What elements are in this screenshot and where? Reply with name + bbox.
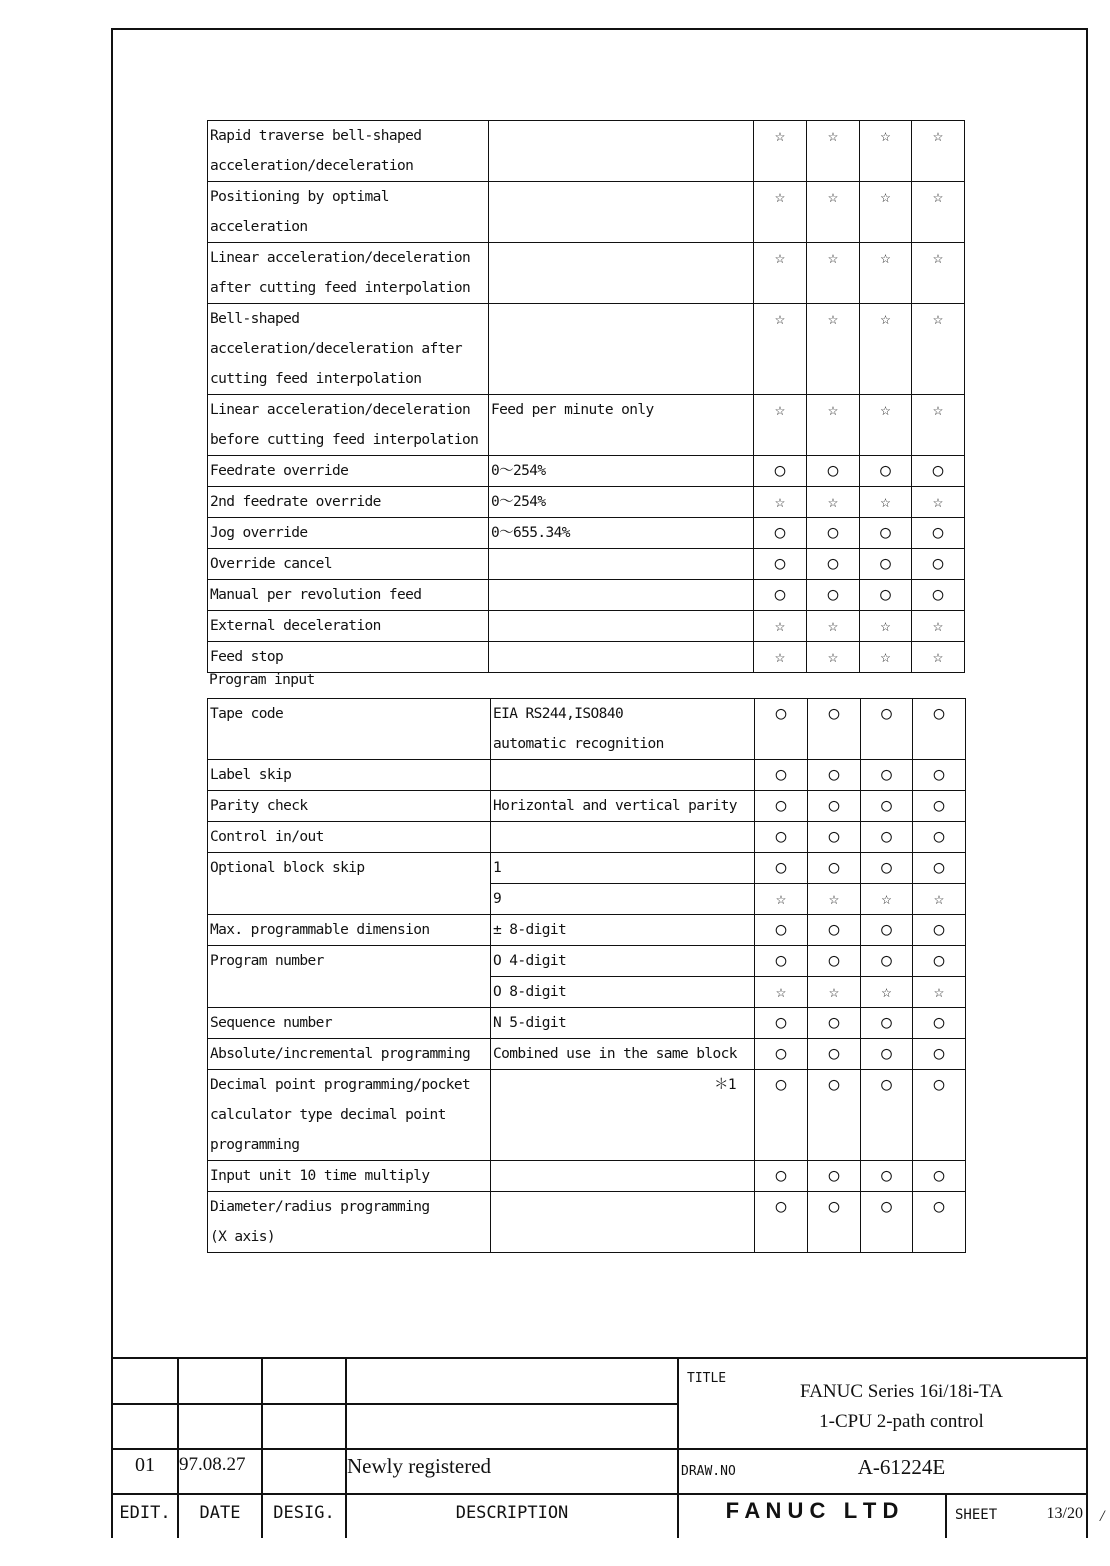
star-icon: ☆ (860, 642, 912, 673)
circle-icon: ○ (912, 518, 965, 549)
circle-icon: ○ (808, 1039, 861, 1070)
table-row (208, 915, 966, 946)
title-block (113, 1357, 1088, 1538)
feature-table-program-input (207, 698, 966, 1253)
circle-icon: ○ (913, 791, 966, 822)
table-row (208, 518, 965, 549)
circle-icon: ○ (808, 1192, 861, 1253)
star-icon: ☆ (807, 611, 860, 642)
star-icon: ☆ (808, 977, 861, 1008)
feature-spec: 1 (491, 853, 755, 884)
star-icon: ☆ (860, 243, 912, 304)
star-icon: ☆ (807, 304, 860, 395)
feature-name: Bell-shaped acceleration/deceleration after cutting feed interpolation (208, 304, 489, 395)
table-row (208, 822, 966, 853)
circle-icon: ○ (913, 1192, 966, 1253)
star-icon: ☆ (860, 611, 912, 642)
circle-icon: ○ (913, 853, 966, 884)
feature-spec (491, 1070, 755, 1161)
feature-spec: 0～254% (489, 456, 754, 487)
feature-spec: 0～655.34% (489, 518, 754, 549)
feature-name: 2nd feedrate override (208, 487, 489, 518)
feature-spec (491, 822, 755, 853)
circle-icon: ○ (913, 699, 966, 760)
circle-icon: ○ (808, 915, 861, 946)
star-icon: ☆ (807, 642, 860, 673)
circle-icon: ○ (754, 456, 807, 487)
circle-icon: ○ (754, 580, 807, 611)
star-icon: ☆ (755, 884, 808, 915)
circle-icon: ○ (754, 549, 807, 580)
star-icon: ☆ (754, 611, 807, 642)
feature-spec: Feed per minute only (489, 395, 754, 456)
star-icon: ☆ (860, 182, 912, 243)
sheet-number: 13/20 (1046, 1505, 1083, 1522)
star-icon: ☆ (807, 395, 860, 456)
table-row (208, 1070, 966, 1161)
feature-spec: 0～254% (489, 487, 754, 518)
feature-spec (491, 1192, 755, 1253)
header-desig: DESIG. (273, 1503, 335, 1523)
circle-icon: ○ (807, 518, 860, 549)
circle-icon: ○ (808, 1008, 861, 1039)
feature-name: Parity check (208, 791, 491, 822)
circle-icon: ○ (861, 760, 913, 791)
star-icon: ☆ (754, 487, 807, 518)
revision-date: 97.08.27 (179, 1454, 246, 1475)
star-icon: ☆ (807, 487, 860, 518)
feature-name: Feedrate override (208, 456, 489, 487)
feature-name: Absolute/incremental programming (208, 1039, 491, 1070)
draw-no: A-61224E (857, 1455, 946, 1479)
circle-icon: ○ (755, 1008, 808, 1039)
circle-icon: ○ (861, 1039, 913, 1070)
table-row (208, 121, 965, 182)
revision-description: Newly registered (347, 1454, 492, 1478)
feature-name: Positioning by optimal acceleration (208, 182, 489, 243)
feature-name: Diameter/radius programming (X axis) (208, 1192, 491, 1253)
circle-icon: ○ (913, 1039, 966, 1070)
margin-mark: / (1100, 1508, 1105, 1525)
title-line-1: FANUC Series 16i/18i-TA (800, 1381, 1003, 1402)
table-row (208, 487, 965, 518)
star-icon: ☆ (913, 884, 966, 915)
star-icon: ☆ (860, 395, 912, 456)
circle-icon: ○ (808, 1070, 861, 1161)
table-row (208, 456, 965, 487)
star-icon: ☆ (913, 977, 966, 1008)
table-row (208, 395, 965, 456)
circle-icon: ○ (861, 946, 913, 977)
star-icon: ☆ (754, 395, 807, 456)
star-icon: ☆ (807, 243, 860, 304)
feature-spec (491, 1161, 755, 1192)
feature-spec (489, 243, 754, 304)
circle-icon: ○ (861, 853, 913, 884)
table-row (208, 1008, 966, 1039)
feature-spec (489, 642, 754, 673)
sheet-label: SHEET (955, 1507, 998, 1523)
circle-icon: ○ (861, 1070, 913, 1161)
star-icon: ☆ (807, 182, 860, 243)
feature-spec (489, 182, 754, 243)
star-icon: ☆ (754, 182, 807, 243)
feature-table-feed (207, 120, 965, 673)
company-name: F A N U C L T D (725, 1498, 899, 1523)
feature-spec (489, 304, 754, 395)
section-heading-program-input: Program input (209, 672, 315, 688)
circle-icon: ○ (755, 946, 808, 977)
feature-name: Linear acceleration/deceleration before cutting feed interpolation (208, 395, 489, 456)
circle-icon: ○ (861, 699, 913, 760)
star-icon: ☆ (912, 395, 965, 456)
table-row (208, 946, 966, 977)
revision-edit: 01 (135, 1454, 155, 1476)
circle-icon: ○ (755, 1192, 808, 1253)
table-row (208, 853, 966, 884)
feature-name: Optional block skip (208, 853, 491, 915)
title-label: TITLE (687, 1371, 727, 1386)
feature-name: Rapid traverse bell-shaped acceleration/deceleration (208, 121, 489, 182)
feature-spec: 9 (491, 884, 755, 915)
table-row (208, 1039, 966, 1070)
feature-name: Override cancel (208, 549, 489, 580)
star-icon: ☆ (912, 304, 965, 395)
table-row (208, 243, 965, 304)
circle-icon: ○ (861, 791, 913, 822)
circle-icon: ○ (913, 822, 966, 853)
feature-spec (489, 611, 754, 642)
star-icon: ☆ (861, 977, 913, 1008)
circle-icon: ○ (912, 580, 965, 611)
circle-icon: ○ (860, 518, 912, 549)
table-row (208, 642, 965, 673)
circle-icon: ○ (808, 822, 861, 853)
table-row (208, 182, 965, 243)
circle-icon: ○ (755, 822, 808, 853)
feature-name: Jog override (208, 518, 489, 549)
circle-icon: ○ (912, 549, 965, 580)
circle-icon: ○ (913, 1070, 966, 1161)
star-icon: ☆ (912, 642, 965, 673)
circle-icon: ○ (861, 822, 913, 853)
feature-name: Feed stop (208, 642, 489, 673)
star-icon: ☆ (754, 642, 807, 673)
star-icon: ☆ (912, 487, 965, 518)
circle-icon: ○ (807, 549, 860, 580)
feature-name: External deceleration (208, 611, 489, 642)
circle-icon: ○ (861, 1008, 913, 1039)
circle-icon: ○ (808, 853, 861, 884)
table-row (208, 304, 965, 395)
table-row (208, 699, 966, 760)
feature-spec: EIA RS244,ISO840 automatic recognition (491, 699, 755, 760)
feature-spec (489, 549, 754, 580)
star-icon: ☆ (860, 121, 912, 182)
star-icon: ☆ (754, 243, 807, 304)
feature-spec (489, 580, 754, 611)
star-icon: ☆ (912, 243, 965, 304)
circle-icon: ○ (860, 549, 912, 580)
table-row (208, 549, 965, 580)
circle-icon: ○ (861, 1161, 913, 1192)
feature-name: Tape code (208, 699, 491, 760)
circle-icon: ○ (913, 1161, 966, 1192)
star-icon: ☆ (808, 884, 861, 915)
circle-icon: ○ (808, 1161, 861, 1192)
feature-spec (489, 121, 754, 182)
circle-icon: ○ (913, 946, 966, 977)
circle-icon: ○ (861, 915, 913, 946)
header-description: DESCRIPTION (455, 1503, 569, 1523)
table-row (208, 1192, 966, 1253)
circle-icon: ○ (913, 1008, 966, 1039)
star-icon: ☆ (912, 121, 965, 182)
circle-icon: ○ (913, 915, 966, 946)
feature-name: Label skip (208, 760, 491, 791)
star-icon: ☆ (755, 977, 808, 1008)
circle-icon: ○ (913, 760, 966, 791)
circle-icon: ○ (808, 791, 861, 822)
feature-spec: ± 8-digit (491, 915, 755, 946)
feature-name: Manual per revolution feed (208, 580, 489, 611)
feature-spec: Horizontal and vertical parity (491, 791, 755, 822)
feature-name: Input unit 10 time multiply (208, 1161, 491, 1192)
circle-icon: ○ (755, 853, 808, 884)
circle-icon: ○ (808, 760, 861, 791)
circle-icon: ○ (807, 456, 860, 487)
table-row (208, 611, 965, 642)
table-row (208, 791, 966, 822)
star-icon: ☆ (861, 884, 913, 915)
star-icon: ☆ (754, 121, 807, 182)
feature-name: Max. programmable dimension (208, 915, 491, 946)
circle-icon: ○ (755, 791, 808, 822)
feature-name: Sequence number (208, 1008, 491, 1039)
star-icon: ☆ (754, 304, 807, 395)
feature-spec: O 8-digit (491, 977, 755, 1008)
feature-name: Decimal point programming/pocket calculator type decimal point programming (208, 1070, 491, 1161)
circle-icon: ○ (754, 518, 807, 549)
feature-name: Program number (208, 946, 491, 1008)
circle-icon: ○ (861, 1192, 913, 1253)
star-icon: ☆ (912, 182, 965, 243)
feature-name: Control in/out (208, 822, 491, 853)
circle-icon: ○ (807, 580, 860, 611)
feature-spec: O 4-digit (491, 946, 755, 977)
circle-icon: ○ (755, 699, 808, 760)
header-date: DATE (199, 1503, 241, 1523)
star-icon: ☆ (860, 487, 912, 518)
circle-icon: ○ (860, 456, 912, 487)
table-row (208, 760, 966, 791)
circle-icon: ○ (912, 456, 965, 487)
star-icon: ☆ (912, 611, 965, 642)
footnote-ref: ＊1 (713, 1077, 736, 1093)
star-icon: ☆ (807, 121, 860, 182)
circle-icon: ○ (755, 1070, 808, 1161)
star-icon: ☆ (860, 304, 912, 395)
circle-icon: ○ (755, 1039, 808, 1070)
feature-name: Linear acceleration/deceleration after cutting feed interpolation (208, 243, 489, 304)
circle-icon: ○ (808, 946, 861, 977)
feature-spec: Combined use in the same block (491, 1039, 755, 1070)
circle-icon: ○ (860, 580, 912, 611)
header-edit: EDIT. (119, 1503, 171, 1523)
circle-icon: ○ (755, 760, 808, 791)
title-line-2: 1-CPU 2-path control (819, 1411, 984, 1432)
circle-icon: ○ (755, 915, 808, 946)
feature-spec: N 5-digit (491, 1008, 755, 1039)
circle-icon: ○ (755, 1161, 808, 1192)
feature-spec (491, 760, 755, 791)
circle-icon: ○ (808, 699, 861, 760)
table-row (208, 580, 965, 611)
draw-no-label: DRAW.NO (681, 1464, 736, 1479)
table-row (208, 1161, 966, 1192)
